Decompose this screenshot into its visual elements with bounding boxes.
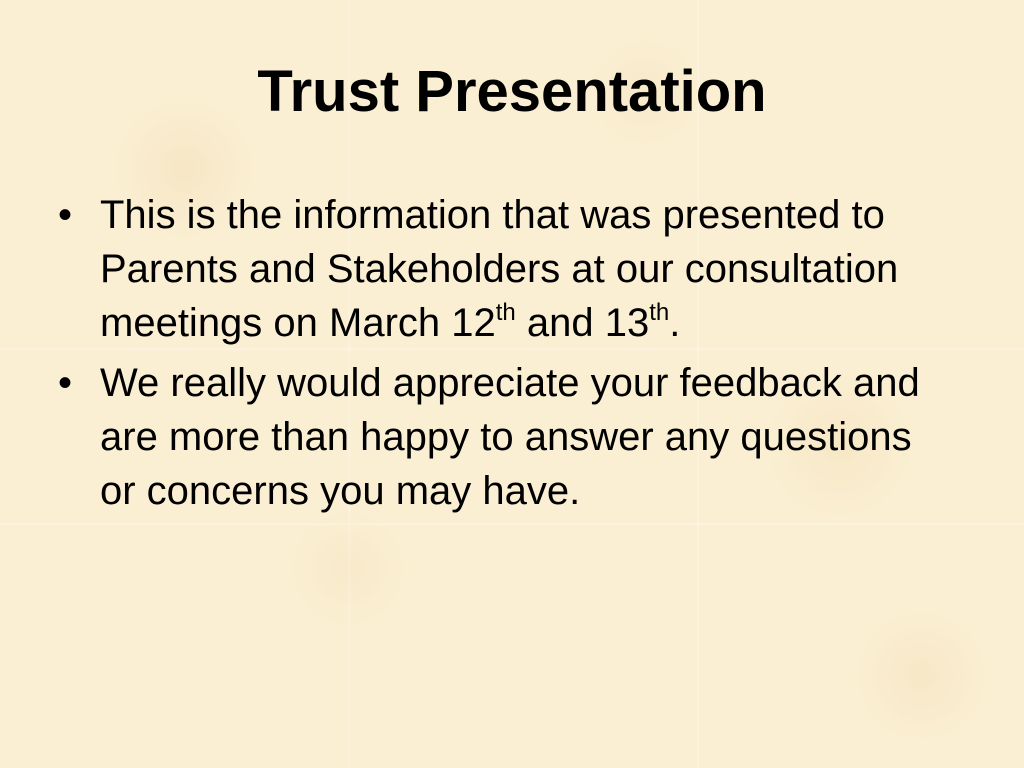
bullet-list xyxy=(58,188,958,524)
slide-title: Trust Presentation xyxy=(257,59,767,124)
bullet-item-consultation xyxy=(58,188,958,350)
superscript-ordinal: th xyxy=(649,299,670,326)
bullet-marker-icon: • xyxy=(58,361,73,405)
bullet-marker-icon: • xyxy=(58,193,73,237)
bullet-item-feedback xyxy=(58,356,958,518)
bullet-text-part: and 13 xyxy=(515,301,650,345)
superscript-ordinal: th xyxy=(495,299,516,326)
bullet-text-part: . xyxy=(669,301,681,345)
bullet-text: We really would appreciate your feedback and are more than happy to answer any questions or concerns you may have. xyxy=(100,361,920,513)
bullet-text-part: This is the information that was presented to Parents and Stakeholders at our consultation meetings on March 12 xyxy=(100,193,899,345)
